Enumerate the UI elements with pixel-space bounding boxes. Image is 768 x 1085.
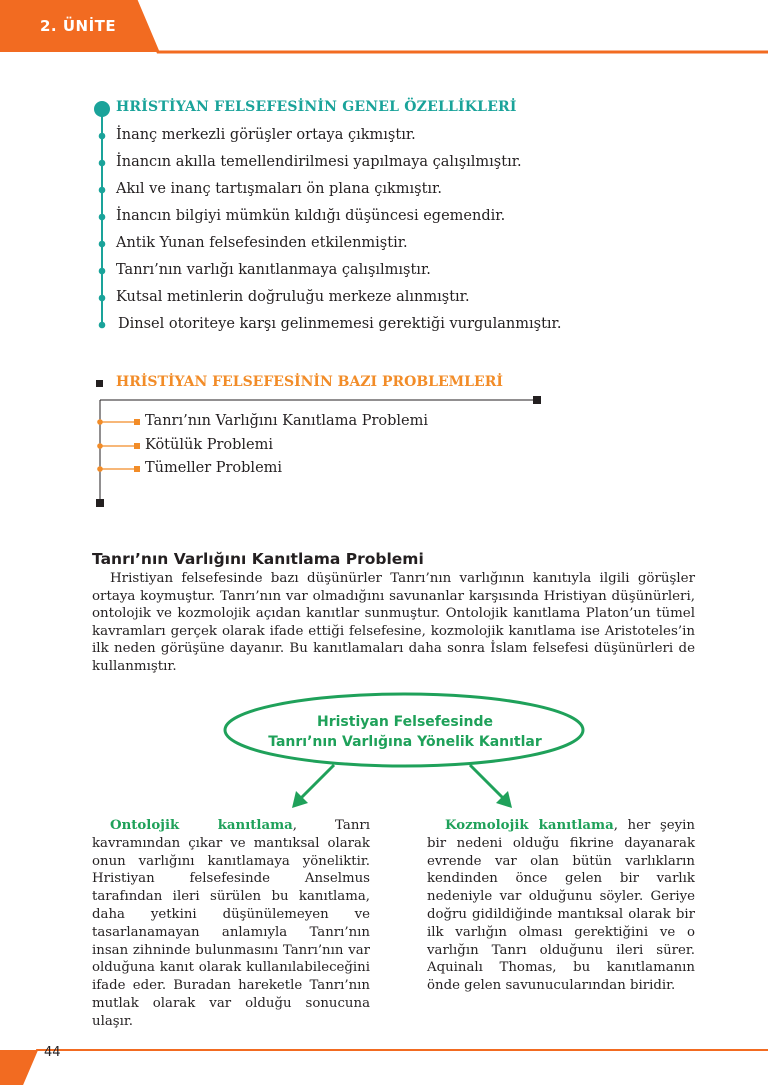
section3-heading: Tanrı’nın Varlığını Kanıtlama Problemi xyxy=(92,550,424,568)
list-item: Tümeller Problemi xyxy=(145,460,283,476)
list-item: Dinsel otoriteye karşı gelinmemesi gerektiği vurgulanmıştır. xyxy=(118,316,562,332)
ontological-text: , Tanrı kavramından çıkar ve mantıksal olarak onun varlığını kanıtlamaya yöneliktir. Hristiyan felsefesinde Anselmus tarafından ileri sürülen bu kanıtlama, daha yetkini düşünülemeyen ve tasarlanamayan anlamıyla Tanrı’nın insan zihninde bulunmasını Tanrı’nın var olduğuna kanıt olarak kullanılabileceğini ifade eder. Buradan hareketle Tanrı’nın mutlak olarak var olduğu sonucuna ulaşır. xyxy=(92,818,370,1029)
cosmological-column xyxy=(427,817,695,995)
timeline-start-dot xyxy=(94,101,110,117)
list-item: Akıl ve inanç tartışmaları ön plana çıkmıştır. xyxy=(116,181,442,197)
title-ellipse xyxy=(225,694,583,766)
footer-banner xyxy=(0,1045,768,1085)
square-end xyxy=(533,396,541,404)
list-item: İnancın bilgiyi mümkün kıldığı düşüncesi egemendir. xyxy=(116,208,506,224)
cosmological-text: , her şeyin bir nedeni olduğu fikrine dayanarak evrende var olan bütün varlıkların kendinden önce gelen bir varlık nedeniyle var olduğunu söyler. Geriye doğru gidildiğinde mantıksal olarak bir ilk varlığın olması gerektiğini ve o varlığın Tanrı olduğunu ileri sürer. Aquinalı Thomas, bu kanıtlamanın önde gelen savunucularından biridir. xyxy=(427,818,695,994)
square-end xyxy=(96,499,104,507)
bullet-dot xyxy=(99,241,106,248)
diagram-title-line2: Tanrı’nın Varlığına Yönelik Kanıtlar xyxy=(268,734,542,750)
page-number: 44 xyxy=(44,1045,61,1060)
section2-title: HRİSTİYAN FELSEFESİNİN BAZI PROBLEMLERİ xyxy=(116,374,503,390)
section1-title: HRİSTİYAN FELSEFESİNİN GENEL ÖZELLİKLERİ xyxy=(116,99,517,115)
bullet-dot xyxy=(99,295,106,302)
list-item: Antik Yunan felsefesinden etkilenmiştir. xyxy=(116,235,408,251)
bullet-dot xyxy=(99,214,106,221)
bullet-dot xyxy=(99,133,106,140)
square-bullet xyxy=(96,380,103,387)
list-item: İnancın akılla temellendirilmesi yapılmaya çalışılmıştır. xyxy=(116,154,522,170)
unit-label: 2. ÜNİTE xyxy=(40,17,117,35)
list-item: Kötülük Problemi xyxy=(145,437,274,453)
ontological-term: Ontolojik kanıtlama xyxy=(110,818,293,833)
bullet-dot xyxy=(99,322,106,329)
diagram-graphic xyxy=(0,690,768,820)
bullet-dot xyxy=(99,160,106,167)
list-item: Kutsal metinlerin doğruluğu merkeze alınmıştır. xyxy=(116,289,470,305)
bullet-dot xyxy=(99,268,106,275)
list-item: İnanç merkezli görüşler ortaya çıkmıştır. xyxy=(116,127,416,143)
list-item: Tanrı’nın varlığı kanıtlanmaya çalışılmıştır. xyxy=(116,262,431,278)
section3-paragraph: Hristiyan felsefesinde bazı düşünürler Tanrı’nın varlığının kanıtıyla ilgili görüşler ortaya koymuştur. Tanrı’nın var olmadığını savunanlar karşısında Hristiyan düşünürleri, ontolojik ve kozmolojik açıdan kanıtlar sunmuştur. Ontolojik kanıtlama Platon’un tümel kavramları gerçek olarak ifade ettiği felsefesine, kozmolojik kanıtlama ise Aristoteles’in ilk neden görüşüne dayanır. Bu kanıtlamaları daha sonra İslam felsefesi düşünürleri de kullanmıştır. xyxy=(92,571,695,674)
ontological-column xyxy=(92,817,370,1031)
diagram-title-line1: Hristiyan Felsefesinde xyxy=(317,714,493,730)
list-item: Tanrı’nın Varlığını Kanıtlama Problemi xyxy=(145,413,428,429)
bullet-dot xyxy=(99,187,106,194)
cosmological-term: Kozmolojik kanıtlama xyxy=(445,818,614,833)
